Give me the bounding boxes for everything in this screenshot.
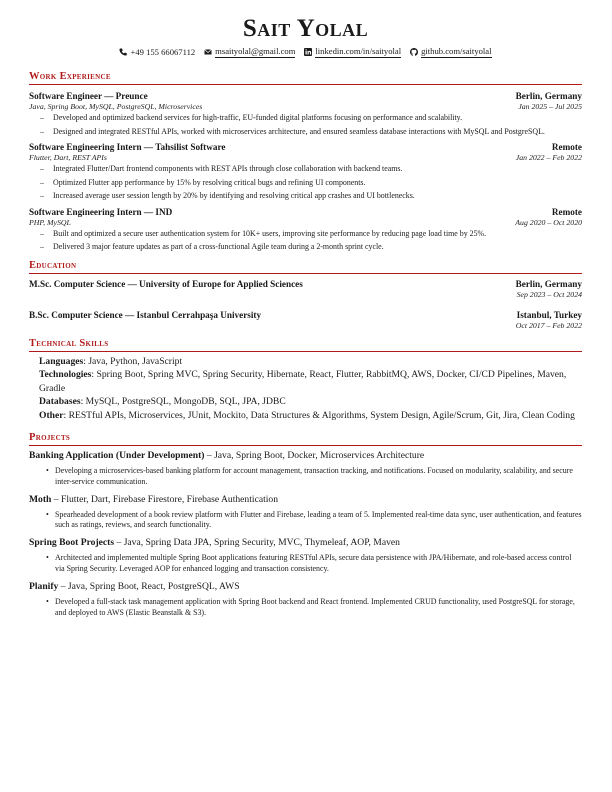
section-title: Projects <box>29 432 582 446</box>
project-entry <box>29 493 582 532</box>
degree: M.Sc. Computer Science — University of Europe for Applied Sciences <box>29 278 303 289</box>
list-item: – Integrated Flutter/Dart frontend components with REST APIs through close collaboration with backend teams. <box>29 164 582 175</box>
projects-section <box>29 432 582 618</box>
contact-linkedin[interactable] <box>304 45 401 58</box>
job-title: Software Engineering Intern — Tahsilist Software <box>29 142 226 152</box>
job-dates: Aug 2020 – Oct 2020 <box>515 217 582 227</box>
skill-value: : Spring Boot, Spring MVC, Spring Security, Hibernate, React, Flutter, RabbitMQ, AWS, Docker, CI/CD Pipelines, Maven, Gradle <box>39 369 567 394</box>
list-item: – Delivered 3 major feature updates as part of a cross-functional Agile team during a 2-month sprint cycle. <box>29 242 582 253</box>
education-entry <box>29 278 582 300</box>
contact-phone[interactable] <box>119 45 195 58</box>
job-location: Remote <box>551 206 582 217</box>
list-item: • Developed a full-stack task management application with Spring Boot backend and React frontend. Implemented CRUD functionality, used PostgreSQL for storage, and deployed to AWS (Elastic Beanstalk & S3). <box>29 597 582 619</box>
list-item: – Optimized Flutter app performance by 15% by resolving critical bugs and refining UI components. <box>29 178 582 189</box>
job-location: Remote <box>551 142 582 152</box>
project-name: Planify <box>29 580 59 592</box>
project-tech: – Java, Spring Boot, React, PostgreSQL, AWS <box>58 580 240 592</box>
project-name: Moth <box>29 493 52 505</box>
skill-label: Databases <box>39 396 81 407</box>
phone-text: +49 155 66067112 <box>130 46 196 57</box>
project-entry <box>29 580 582 619</box>
education-section <box>29 260 582 331</box>
degree: B.Sc. Computer Science — Istanbul Cerrahpaşa University <box>29 309 262 320</box>
experience-entry <box>29 90 582 137</box>
github-link[interactable]: github.com/saityolal <box>421 46 492 56</box>
project-entry <box>29 536 582 575</box>
skills-list <box>29 355 582 423</box>
job-location: Berlin, Germany <box>515 91 582 101</box>
contact-bar <box>29 45 582 58</box>
skill-value: : Java, Python, JavaScript <box>83 355 183 367</box>
job-tech: Flutter, Dart, REST APIs <box>29 153 107 162</box>
education-entry <box>29 309 582 331</box>
project-name: Banking Application (Under Development) <box>29 450 205 461</box>
project-tech: – Flutter, Dart, Firebase Firestore, Firebase Authentication <box>51 493 279 505</box>
section-title: Work Experience <box>29 71 582 85</box>
job-tech: Java, Spring Boot, MySQL, PostgreSQL, Microservices <box>29 102 203 111</box>
experience-entry <box>29 141 582 202</box>
project-name: Spring Boot Projects <box>29 537 115 549</box>
skill-label: Technologies <box>39 369 92 380</box>
edu-dates: Oct 2017 – Feb 2022 <box>515 320 582 330</box>
job-dates: Jan 2022 – Feb 2022 <box>515 153 582 162</box>
contact-email[interactable] <box>204 45 295 58</box>
envelope-icon <box>204 48 212 56</box>
skill-label: Languages <box>39 355 84 367</box>
linkedin-icon <box>304 48 312 56</box>
skill-row <box>39 395 582 409</box>
skill-value: : MySQL, PostgreSQL, MongoDB, SQL, JPA, JDBC <box>80 396 286 407</box>
list-item: • Spearheaded development of a book review platform with Flutter and Firebase, leading a team of 5. Implemented real-time data sync, user authentication, and features such as ratings, reviews, and search functionality. <box>29 510 582 532</box>
skill-row <box>39 409 582 423</box>
skill-row <box>39 368 582 395</box>
project-tech: – Java, Spring Boot, Docker, Microservices Architecture <box>204 450 425 461</box>
skill-value: : RESTful APIs, Microservices, JUnit, Mockito, Data Structures & Algorithms, System Design, Agile/Scrum, Git, Jira, Clean Coding <box>63 409 575 421</box>
list-item: – Developed and optimized backend services for high-traffic, EU-funded digital platforms focusing on performance and scalability. <box>29 113 582 124</box>
skills-section <box>29 338 582 423</box>
section-title: Technical Skills <box>29 338 582 352</box>
edu-location: Istanbul, Turkey <box>516 309 582 320</box>
list-item: • Developing a microservices-based banking platform for account management, transaction tracking, and notifications. Focused on modularity, scalability, and secure inter-service communication. <box>29 466 582 488</box>
edu-location: Berlin, Germany <box>515 278 582 289</box>
edu-dates: Sep 2023 – Oct 2024 <box>516 289 582 299</box>
project-tech: – Java, Spring Data JPA, Spring Security, MVC, Thymeleaf, AOP, Maven <box>114 537 400 549</box>
github-icon <box>410 48 418 56</box>
experience-entry <box>29 206 582 253</box>
job-dates: Jan 2025 – Jul 2025 <box>518 102 582 111</box>
skill-row <box>39 355 582 369</box>
section-title: Education <box>29 260 582 274</box>
skill-label: Other <box>39 409 64 421</box>
job-tech: PHP, MySQL <box>29 217 71 227</box>
email-link[interactable]: msaityolal@gmail.com <box>215 46 296 56</box>
project-entry <box>29 449 582 488</box>
job-bullets <box>29 229 582 253</box>
list-item: • Architected and implemented multiple Spring Boot applications featuring RESTful APIs, secure data persistence with JPA/Hibernate, and role-based access control via Spring Security. Leveraged AOP for enhanced logging and transaction consistency. <box>29 553 582 575</box>
job-bullets <box>29 164 582 202</box>
list-item: – Increased average user session length by 20% by identifying and resolving critical app crashes and UI bottlenecks. <box>29 191 582 202</box>
candidate-name: Sait Yolal <box>242 15 369 42</box>
linkedin-link[interactable]: linkedin.com/in/saityolal <box>315 46 402 56</box>
job-bullets <box>29 113 582 137</box>
job-title: Software Engineering Intern — IND <box>29 206 173 217</box>
experience-section <box>29 71 582 253</box>
job-title: Software Engineer — Preunce <box>29 91 148 101</box>
phone-icon <box>119 48 127 56</box>
list-item: – Designed and integrated RESTful APIs, worked with microservices architecture, and ensured seamless database interactions with MySQL and PostgreSQL. <box>29 127 582 138</box>
list-item: – Built and optimized a secure user authentication system for 10K+ users, improving site performance by reducing page load time by 25%. <box>29 229 582 240</box>
contact-github[interactable] <box>410 45 491 58</box>
